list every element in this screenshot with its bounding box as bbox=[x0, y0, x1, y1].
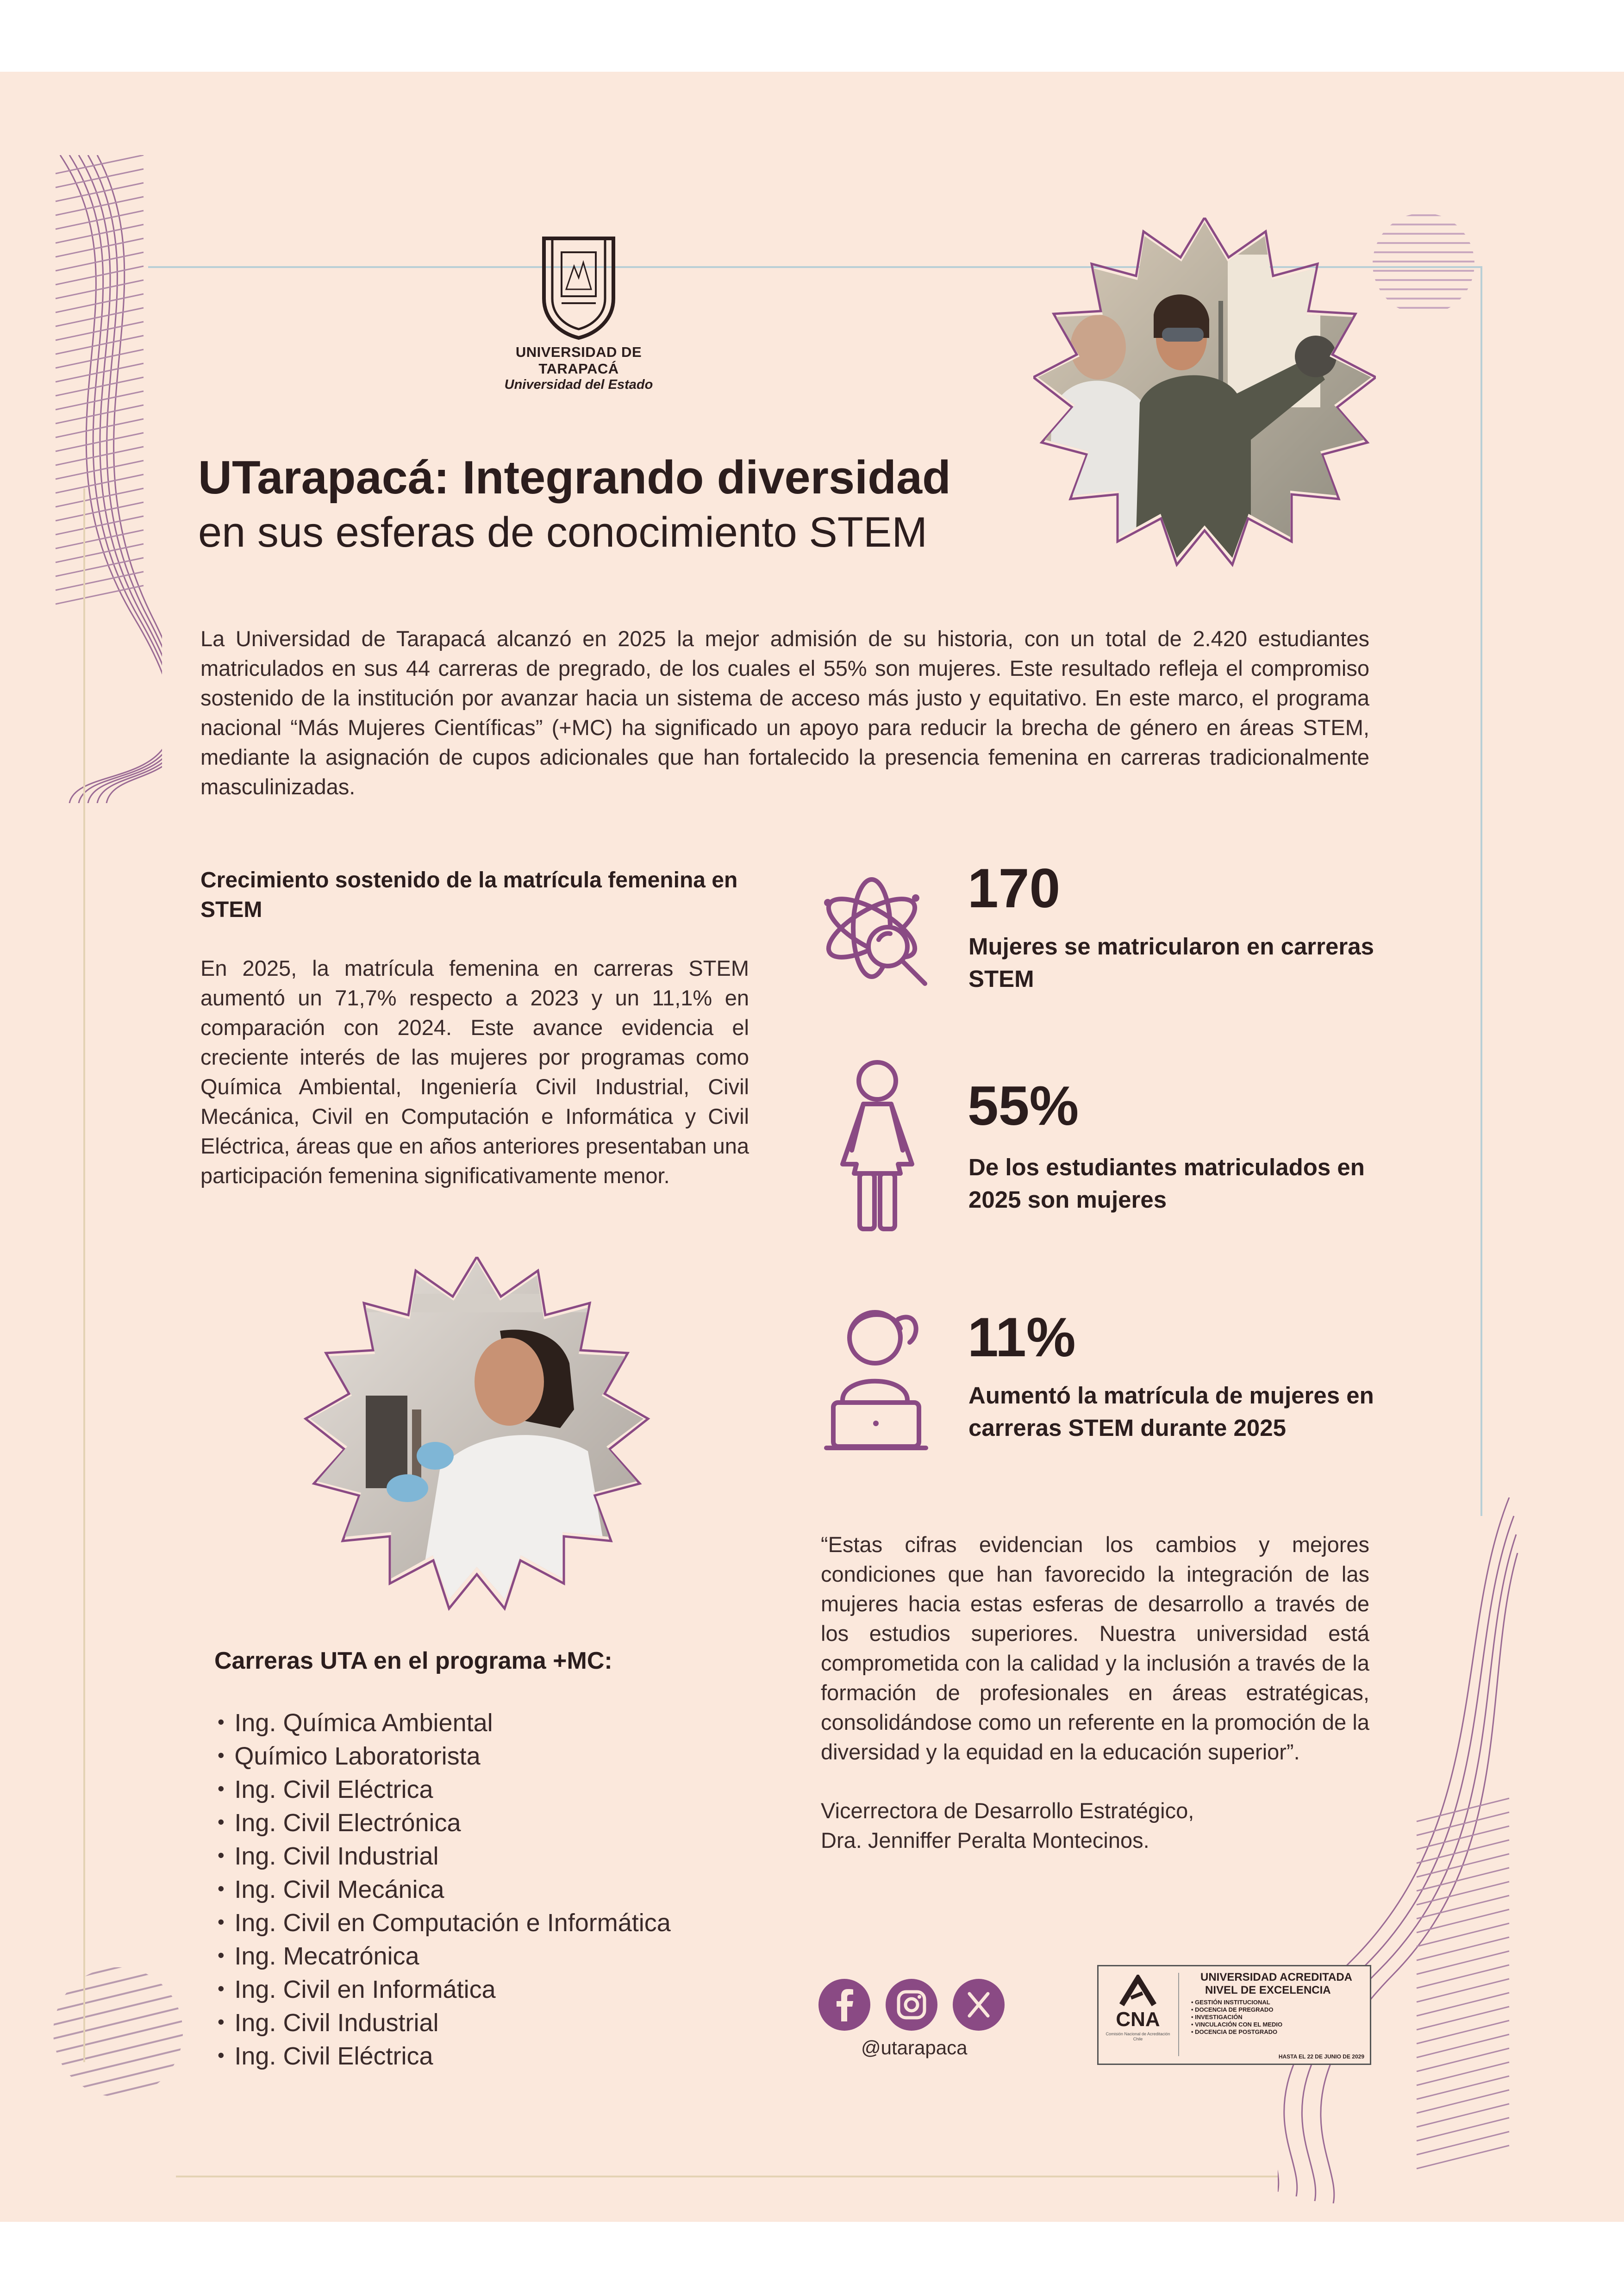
logo-tagline: Universidad del Estado bbox=[504, 377, 653, 392]
x-icon[interactable] bbox=[953, 1979, 1005, 2031]
cna-title-1: UNIVERSIDAD ACREDITADA bbox=[1200, 1971, 1353, 1983]
list-item: • Ing. Civil en Informática bbox=[218, 1972, 671, 2006]
atom-magnifier-icon bbox=[818, 870, 934, 991]
list-item: • GESTIÓN INSTITUCIONAL bbox=[1191, 1999, 1282, 2006]
woman-laptop-icon bbox=[824, 1301, 935, 1453]
university-logo bbox=[481, 234, 676, 393]
stat-text-3: Aumentó la matrícula de mujeres en carreras STEM durante 2025 bbox=[968, 1382, 1374, 1441]
cna-valid-until: HASTA EL 22 DE JUNIO DE 2029 bbox=[1278, 2053, 1364, 2060]
growth-paragraph: En 2025, la matrícula femenina en carreras STEM aumentó un 71,7% respecto a 2023 y un 11,1% en comparación con 2024. Este avance evidencia el creciente interés de las mujeres por programas como Química Ambiental, Ingeniería Civil Industrial, Civil Mecánica, Civil en Computación e Informática y Civil Eléctrica, áreas que en años anteriores presentaban una participación femenina significativamente menor. bbox=[200, 956, 749, 1188]
cna-logo-text: CNA bbox=[1116, 2008, 1160, 2031]
frame-line-left bbox=[83, 488, 85, 2062]
cna-accreditation-badge bbox=[1097, 1965, 1371, 2065]
stat-number-1: 170 bbox=[968, 857, 1061, 919]
list-item: • DOCENCIA DE POSTGRADO bbox=[1191, 2028, 1282, 2036]
stat-text-2: De los estudiantes matriculados en 2025 son mujeres bbox=[968, 1154, 1365, 1213]
signature-name: Dra. Jenniffer Peralta Montecinos. bbox=[821, 1828, 1149, 1852]
signature-role: Vicerrectora de Desarrollo Estratégico, bbox=[821, 1798, 1194, 1823]
list-item: • VINCULACIÓN CON EL MEDIO bbox=[1191, 2021, 1282, 2028]
growth-heading: Crecimiento sostenido de la matrícula femenina en STEM bbox=[200, 868, 738, 922]
facebook-icon[interactable] bbox=[818, 1979, 870, 2031]
cna-divider bbox=[1178, 1973, 1179, 2056]
frame-line-right bbox=[1480, 266, 1482, 1516]
quote-paragraph: “Estas cifras evidencian los cambios y mejores condiciones que han favorecido la integración de las mujeres hacia estas esferas de desarrollo a través de los estudios superiores. Nuestra universidad está comprometida con la calidad y la inclusión a través de la formación de profesionales en áreas estratégicas, consolidándose como un referente en la promoción de la diversidad y la equidad en la educación superior”. bbox=[821, 1532, 1369, 1764]
frame-line-bottom bbox=[176, 2176, 1278, 2177]
university-shield-icon bbox=[539, 234, 618, 340]
page-subtitle: en sus esferas de conocimiento STEM bbox=[198, 509, 927, 556]
list-item: • Ing. Civil Eléctrica bbox=[218, 2039, 671, 2072]
list-item: • Ing. Civil Industrial bbox=[218, 1839, 671, 1872]
cna-areas bbox=[1191, 1999, 1282, 2036]
lab-photo-top bbox=[1033, 218, 1376, 569]
careers-list bbox=[218, 1706, 671, 2072]
stat-text-1: Mujeres se matricularon en carreras STEM bbox=[968, 933, 1374, 992]
decorative-lines-left bbox=[42, 155, 162, 803]
intro-paragraph: La Universidad de Tarapacá alcanzó en 2025 la mejor admisión de su historia, con un total de 2.420 estudiantes matriculados en sus 44 carreras de pregrado, de los cuales el 55% son mujeres. Este resultado refleja el compromiso sostenido de la institución por avanzar hacia un sistema de acceso más justo y equitativo. En este marco, el programa nacional “Más Mujeres Científicas” (+MC) ha significado un apoyo para reducir la brecha de género en áreas STEM, mediante la asignación de cupos adicionales que han fortalecido la presencia femenina en carreras tradicionalmente masculinizadas. bbox=[200, 626, 1369, 799]
page-title: UTarapacá: Integrando diversidad bbox=[198, 452, 951, 504]
cna-logo-caption: Comisión Nacional de Acreditación Chile bbox=[1106, 2032, 1170, 2041]
list-item: • Ing. Civil Electrónica bbox=[218, 1806, 671, 1839]
list-item: • Ing. Química Ambiental bbox=[218, 1706, 671, 1739]
logo-university-name: UNIVERSIDAD DE TARAPACÁ bbox=[515, 344, 642, 377]
list-item: • INVESTIGACIÓN bbox=[1191, 2014, 1282, 2021]
careers-title: Carreras UTA en el programa +MC: bbox=[214, 1647, 612, 1674]
cna-title-2: NIVEL DE EXCELENCIA bbox=[1205, 1984, 1331, 1996]
lab-photo-bottom bbox=[301, 1257, 653, 1613]
woman-icon bbox=[831, 1058, 924, 1234]
list-item: • Ing. Civil Industrial bbox=[218, 2006, 671, 2039]
list-item: • Ing. Mecatrónica bbox=[218, 1939, 671, 1972]
list-item: • DOCENCIA DE PREGRADO bbox=[1191, 2006, 1282, 2014]
decorative-hatched-circle-top bbox=[1370, 211, 1477, 317]
stat-number-2: 55% bbox=[968, 1075, 1079, 1137]
decorative-hatched-circle-bottom bbox=[51, 1965, 185, 2099]
instagram-icon[interactable] bbox=[886, 1979, 937, 2031]
list-item: • Ing. Civil en Computación e Informática bbox=[218, 1906, 671, 1939]
social-handle[interactable]: @utarapaca bbox=[861, 2037, 968, 2058]
cna-logo bbox=[1103, 1975, 1173, 2042]
list-item: • Ing. Civil Eléctrica bbox=[218, 1772, 671, 1806]
list-item: • Ing. Civil Mecánica bbox=[218, 1872, 671, 1906]
cna-mountain-icon bbox=[1117, 1975, 1159, 2007]
list-item: • Químico Laboratorista bbox=[218, 1739, 671, 1772]
stat-number-3: 11% bbox=[968, 1306, 1076, 1368]
social-links bbox=[818, 1979, 1022, 2034]
quote-signature bbox=[821, 1796, 1369, 1855]
